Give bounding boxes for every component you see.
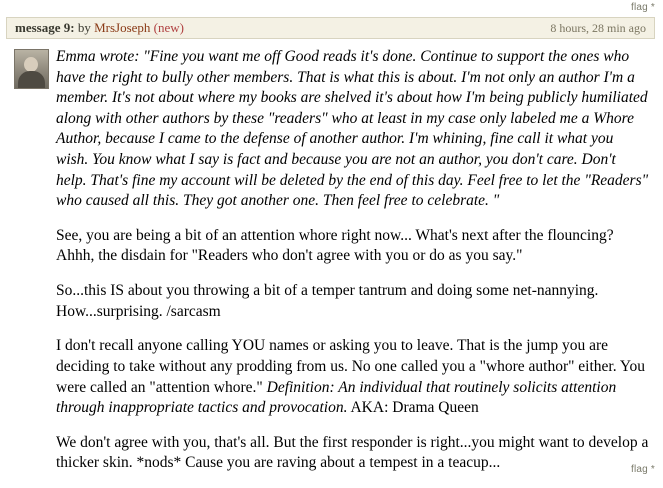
message-timestamp: 8 hours, 28 min ago [550, 21, 646, 35]
quoted-text: Emma wrote: "Fine you want me off Good reads it's done. Continue to support the ones who have the right to bully other members. That is what this is about. I'm not only an author I'm a member. It's not about where my books are shelved it's about how I'm being publicly humiliated along with other authors by these "readers" who at least in my case only labeled me a Whore Author, because I came to the defense of another author. I'm whining, fine call it what you wish. You know what I say is fact and because you are not an author, you don't care. Don't help. That's fine my account will be deleted by the end of this day. Feel free to let the "Readers" who caused all this. They got another one. Then feel free to celebrate. " [56, 48, 649, 210]
message-number: message 9: [15, 20, 75, 35]
flag-star-icon-bottom: * [650, 464, 655, 475]
paragraph-2-line-2: How...surprising. /sarcasm [56, 302, 221, 320]
flag-star-icon-top: * [650, 2, 655, 13]
paragraph-3-part-1: I don't recall anyone calling YOU names or asking you to leave. That is the jump you are deciding to take without any prodding from us. No one called you a "whore author" either. You were called an "attention whore." [56, 337, 646, 396]
flag-link-bottom[interactable] [631, 464, 655, 475]
message-header [6, 17, 655, 39]
message-new-badge: (new) [153, 20, 184, 35]
paragraph-4: We don't agree with you, that's all. But the first responder is right...you might want to develop a thicker skin. *nods* Cause you are raving about a tempest in a teacup... [56, 433, 649, 472]
avatar[interactable] [14, 49, 49, 89]
message-by-label: by [77, 20, 91, 35]
message-header-left [15, 17, 184, 39]
flag-label-bottom: flag [630, 464, 648, 475]
message-container [6, 17, 655, 488]
paragraph-3-part-2: AKA: Drama Queen [347, 399, 479, 417]
paragraph-2-line-1: So...this IS about you throwing a bit of a temper tantrum and doing some net-nannying. [56, 282, 599, 300]
avatar-body-shape [18, 71, 45, 88]
flag-link-top[interactable] [631, 2, 655, 13]
message-content [56, 47, 649, 474]
flag-label-top: flag [630, 2, 648, 13]
paragraph-3-definition: Definition: An individual that routinely solicits attention through inappropriate tactics and provocation. [56, 378, 617, 417]
paragraph-3 [56, 336, 649, 418]
paragraph-2 [56, 281, 649, 322]
avatar-head-shape [24, 57, 38, 72]
message-body-area [6, 39, 655, 474]
paragraph-1: See, you are being a bit of an attention whore right now... What's next after the flouncing? Ahhh, the disdain for "Readers who don't agree with you or do as you say." [56, 226, 614, 265]
message-author-link[interactable]: MrsJoseph [94, 20, 151, 35]
